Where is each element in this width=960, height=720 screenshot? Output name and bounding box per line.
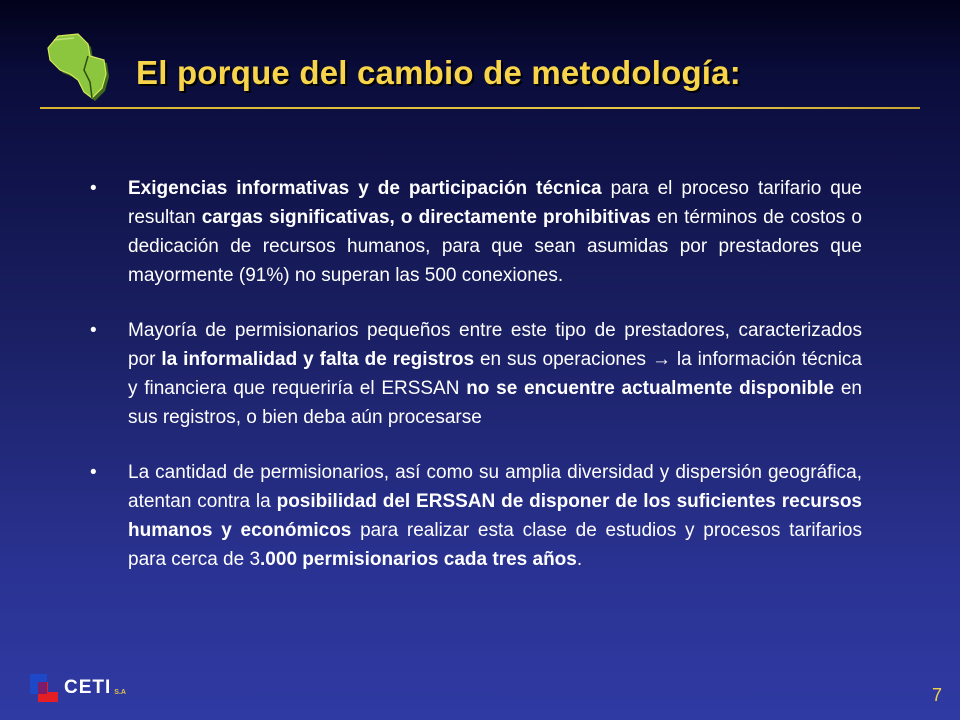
bold-run: cargas significativas, o directamente prohibitivas: [201, 207, 651, 228]
text-run: en sus registros, o bien deba aún procesarse: [128, 378, 862, 428]
bullet-text: [128, 174, 862, 290]
bold-run: posibilidad del ERSSAN de disponer de los suficientes recursos humanos y económicos: [128, 491, 862, 541]
ceti-brand-name: CETI: [64, 677, 112, 698]
bold-run: .000 permisionarios cada tres años: [260, 549, 577, 570]
bullet-text: [128, 316, 862, 432]
ceti-brand: [30, 674, 126, 702]
text-run: para realizar esta clase de estudios y procesos tarifarios para cerca de 3: [128, 520, 862, 570]
arrow-right-icon: →: [652, 349, 671, 370]
text-run: La cantidad de permisionarios, así como su amplia diversidad y dispersión geográfica, atentan contra la: [128, 462, 862, 512]
bullet-dot-icon: •: [90, 320, 97, 341]
ceti-brand-suffix: S.A: [114, 688, 126, 696]
bold-run: Exigencias informativas y de participación técnica: [128, 178, 602, 199]
bullet-item: [90, 316, 862, 432]
text-run: para el proceso tarifario que resultan: [128, 178, 862, 228]
bold-run: la informalidad y falta de registros: [161, 349, 475, 370]
bullet-item: [90, 174, 862, 290]
paraguay-map-logo-icon: [44, 30, 110, 102]
text-run: la información técnica y financiera que requeriría el ERSSAN: [128, 349, 862, 399]
bullet-text: [128, 458, 862, 574]
bold-run: no se encuentre actualmente disponible: [466, 378, 835, 399]
bullet-dot-icon: •: [90, 462, 97, 483]
bullet-list: [90, 174, 862, 600]
text-run: en términos de costos o dedicación de recursos humanos, para que sean asumidas por prestadores que mayormente (91%) no superan las 500 conexiones.: [128, 207, 863, 286]
title-divider: [40, 107, 920, 109]
text-run: Mayoría de permisionarios pequeños entre este tipo de prestadores, caracterizados por: [128, 320, 862, 370]
bullet-dot-icon: •: [90, 178, 97, 199]
text-run: .: [576, 549, 583, 570]
text-run: en sus operaciones: [474, 349, 652, 370]
page-number: 7: [931, 685, 942, 705]
ceti-logo-icon: [30, 674, 60, 702]
bullet-item: [90, 458, 862, 574]
slide-title: El porque del cambio de metodología:: [136, 54, 741, 91]
